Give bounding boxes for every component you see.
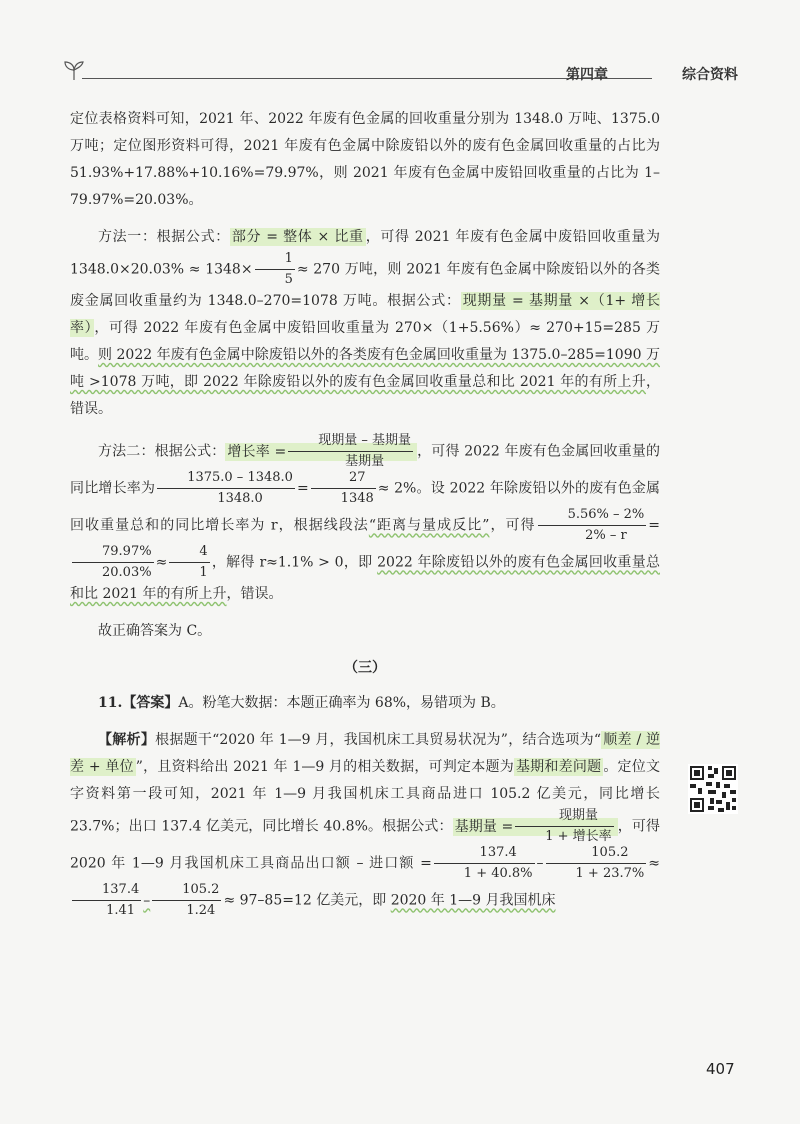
approx-calculation (70, 882, 223, 918)
fraction-denominator: 5 (284, 272, 293, 287)
formula-base (453, 808, 618, 844)
fraction-denominator: 1.41 (106, 903, 136, 918)
method-two-text: ，可得 2022 年废有色金属回收重量的同比增长率为 (70, 443, 661, 497)
paragraph-1 (70, 106, 660, 214)
final-answer: 故正确答案为 C。 (98, 623, 212, 639)
fraction-denominator: 1 + 40.8% (463, 866, 533, 881)
method-one-text: ，可得 2022 年废有色金属中废铅回收重量为 270×（1+5.56%）≈ 270+15=285 万吨。 (70, 320, 660, 363)
fraction-import-approx (152, 882, 221, 919)
qr-code-icon[interactable] (688, 764, 738, 814)
analysis-label: 【解析】 (98, 732, 156, 748)
chapter-label: 第四章 (566, 67, 608, 83)
fraction-numerator: 27 (311, 470, 376, 489)
fraction-numerator: 137.4 (434, 845, 535, 864)
method-two-text: ，可得 (489, 517, 536, 534)
fraction-27 (311, 470, 376, 507)
fraction-denominator: 1 + 23.7% (575, 866, 645, 881)
fraction-numerator: 1 (255, 251, 295, 270)
fraction-export (434, 845, 535, 882)
main-content (70, 106, 660, 929)
answer-text: A。粉笔大数据：本题正确率为 68%，易错项为 B。 (178, 695, 505, 711)
analysis-text: ”，且资料给出 2021 年 1—9 月的相关数据，可判定本题为 (135, 759, 514, 775)
method-two-text: ，错误。 (226, 586, 283, 602)
method-two (70, 433, 660, 608)
analysis-text: 根据题干“2020 年 1—9 月，我国机床工具贸易状况为”，结合选项为“ (155, 732, 602, 748)
fraction-numerator: 137.4 (72, 882, 141, 901)
analysis-text: 。定位文字资料第一段可知，2021 年 1—9 月我国机床工具商品进口 105.2 亿美元，同比增长 23.7%；出口 137.4 亿美元，同比增长 40.8%。根据公式： (70, 759, 661, 835)
question-11-analysis (70, 727, 660, 919)
approx-sign: ≈ (648, 855, 660, 872)
fraction-base (515, 808, 613, 845)
fraction-ratio (538, 507, 647, 544)
method-one-conclusion: 2022 年除废铅以外的废有色金属回收重量总和比 2021 年的有所上升 (203, 374, 647, 390)
formula-current-base: 现期量 = 基期量 ×（1+ 增长率） (70, 293, 660, 336)
method-one-text: ，错误。 (70, 374, 661, 417)
method-two-conclusion: 2022 年除废铅以外的废有色金属回收重量总和比 2021 年的有所上升 (70, 554, 660, 602)
method-two-text: ，解得 r≈1.1% > 0，即 (211, 554, 378, 571)
fraction-denominator: 1 (199, 565, 208, 580)
fraction-denominator: 1 + 增长率 (545, 829, 612, 844)
method-one-text: ，可得 2021 年废有色金属中废铅回收重量为 1348.0×20.03% ≈ 1348× (70, 229, 661, 278)
analysis-highlight: 基期和差问题 (515, 759, 602, 775)
fraction-percent (72, 544, 154, 581)
method-two-text: ≈ 2%。设 2022 年除废铅以外的废有色金属回收重量总和的同比增长率为 r，根据线段法 (70, 480, 661, 534)
equals-sign: = (648, 517, 660, 534)
analysis-conclusion: 2020 年 1—9 月我国机床 (390, 892, 556, 909)
fraction-growth (288, 433, 413, 470)
formula-part-whole: 部分 = 整体 × 比重 (231, 229, 364, 245)
analysis-text: ，可得 2020 年 1—9 月我国机床工具商品出口额 – 进口额 = (70, 818, 660, 872)
formula-lead: 增长率 = (227, 443, 287, 460)
approx-sign: ≈ (155, 554, 168, 571)
method-one-lead: 方法一：根据公式： (98, 229, 230, 245)
paragraph-text: 定位表格资料可知，2021 年、2022 年废有色金属的回收重量分别为 1348.0 万吨、1375.0 万吨；定位图形资料可得，2021 年废有色金属中除废铅以外的废有色金属回收重量的占比为 51.93%+17.88%+10.16%=79.97%，则 2021 年废有色金属中废铅回收重量的占比为 1–79.97%=20.03%。 (70, 111, 660, 208)
fraction-numerator: 4 (169, 544, 209, 563)
fraction-denominator: 1.24 (186, 903, 216, 918)
fraction-numerator: 现期量 – 基期量 (288, 433, 413, 452)
fraction-denominator: 1348 (340, 491, 374, 506)
fraction-diff (157, 470, 295, 507)
fraction-four (169, 544, 209, 581)
fraction-one-fifth (255, 251, 295, 288)
fraction-numerator: 105.2 (546, 845, 647, 864)
fraction-denominator: 1348.0 (217, 491, 263, 506)
fraction-numerator: 79.97% (72, 544, 154, 563)
method-one (70, 224, 660, 423)
minus-sign: – (143, 892, 151, 909)
fraction-numerator: 现期量 (515, 808, 613, 827)
fraction-numerator: 1375.0 – 1348.0 (157, 470, 295, 489)
section-title: （三） (344, 660, 386, 676)
method-one-text: 则 2022 年废有色金属中除废铅以外的各类废有色金属回收重量为 1375.0–285=1090 万吨 >1078 万吨，即 (70, 347, 660, 390)
fraction-numerator: 5.56% – 2% (538, 507, 647, 526)
page-number: 407 (706, 1060, 735, 1078)
fraction-import (546, 845, 647, 882)
fraction-numerator: 105.2 (152, 882, 221, 901)
fraction-denominator: 20.03% (102, 565, 152, 580)
fraction-denominator: 2% – r (585, 528, 627, 543)
analysis-highlight: 顺差 / 逆差 + 单位 (70, 732, 660, 775)
formula-growth-rate (225, 433, 417, 469)
fraction-denominator: 基期量 (345, 454, 385, 469)
section-label: 综合资料 (682, 67, 738, 83)
analysis-text: ≈ 97–85=12 亿美元，即 (223, 892, 391, 909)
answer-label: 11.【答案】 (98, 695, 179, 711)
method-one-text: ≈ 270 万吨，则 2021 年废有色金属中除废铅以外的各类废金属回收重量约为 1348.0–270=1078 万吨。根据公式： (70, 261, 660, 309)
question-11-answer (70, 690, 660, 717)
minus-sign: – (536, 855, 544, 872)
equals-sign: = (296, 480, 309, 497)
fraction-export-approx (72, 882, 141, 919)
method-two-lead: 方法二：根据公式： (98, 443, 226, 460)
page-header (62, 58, 738, 88)
formula-lead: 基期量 = (454, 818, 514, 835)
method-two-quote: “距离与量成反比” (368, 517, 490, 534)
